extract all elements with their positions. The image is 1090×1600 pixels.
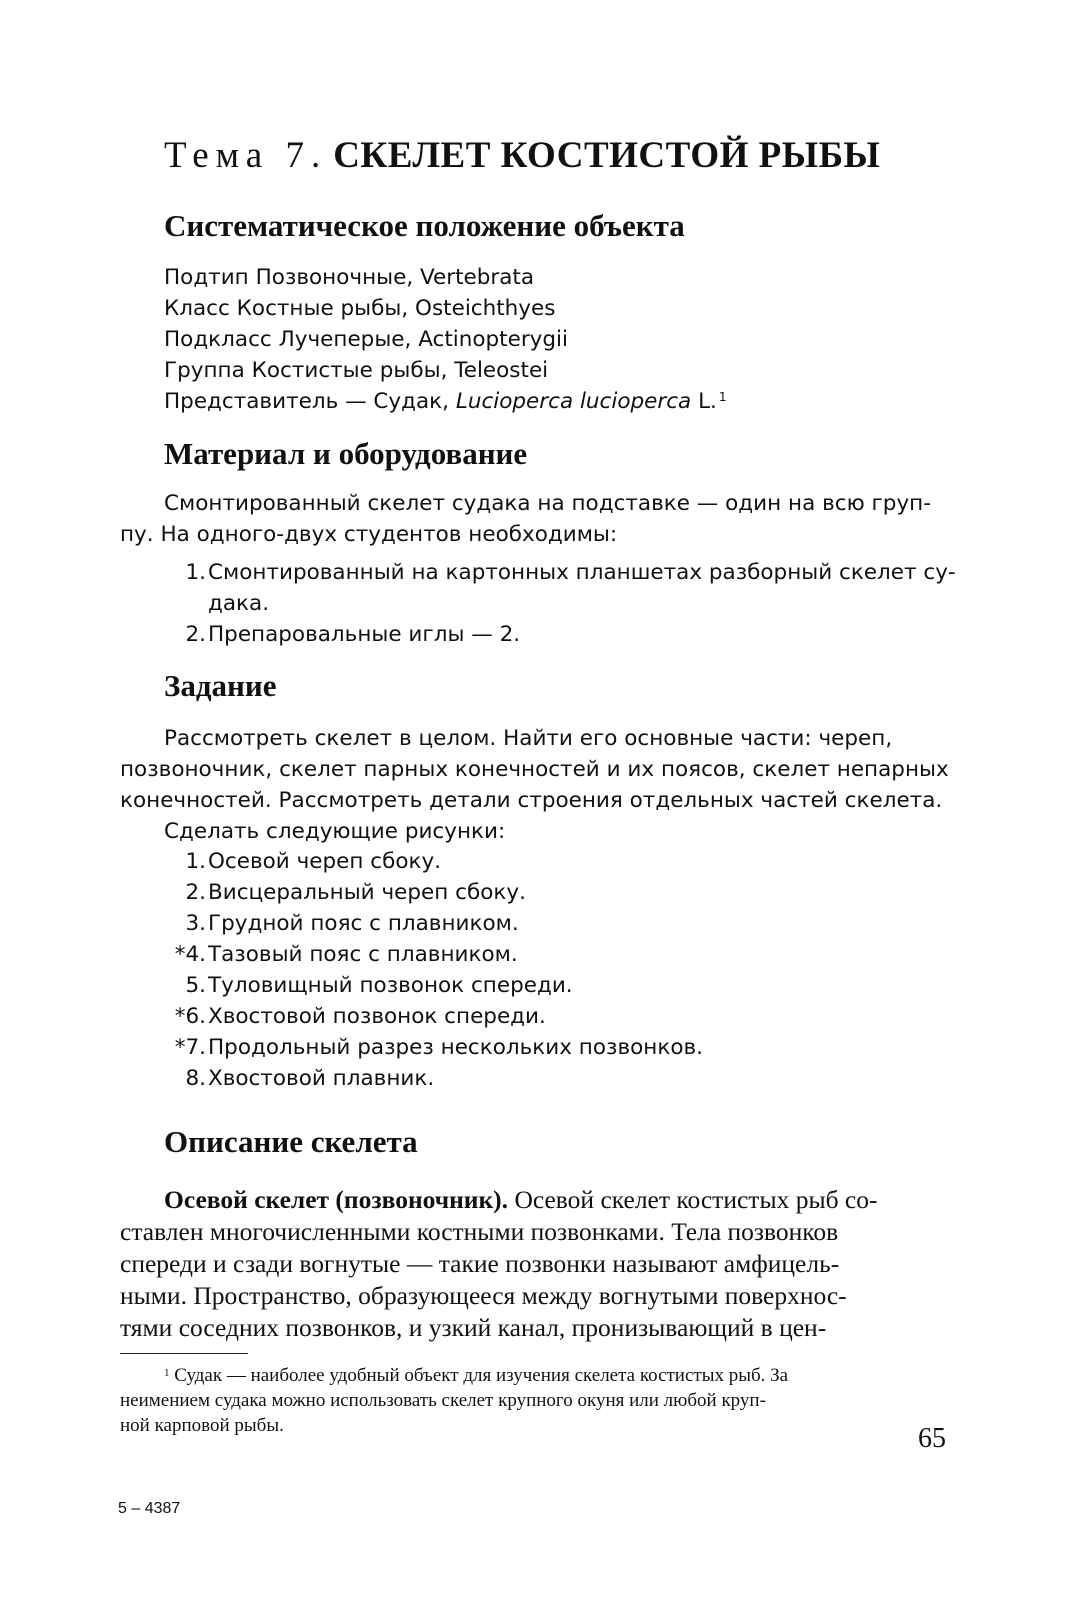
list-item-text: Препаровальные иглы — 2.: [208, 622, 521, 647]
list-item-text: Тазовый пояс с плавником.: [208, 942, 518, 967]
list-item-text: Хвостовой плавник.: [208, 1066, 435, 1091]
topic-heading: [164, 134, 880, 177]
list-item-text: Смонтированный на картонных планшетах разборный скелет су-: [208, 560, 956, 585]
footnote-line: ной карповой рыбы.: [120, 1415, 284, 1436]
systematics-line: Подкласс Лучеперые, Actinopterygii: [164, 327, 568, 352]
materials-paragraph: [120, 488, 948, 550]
topic-label: Тема 7.: [164, 135, 328, 176]
list-item-number: *4.: [174, 942, 206, 967]
list-item: [164, 1001, 954, 1032]
list-item-text: Висцеральный череп сбоку.: [208, 880, 526, 905]
list-item: [164, 557, 954, 588]
list-item: [164, 939, 954, 970]
footnote-line: неимением судака можно использовать скелет крупного окуня или любой круп-: [120, 1390, 766, 1411]
systematics-line: Группа Костистые рыбы, Teleostei: [164, 358, 549, 383]
materials-list: [164, 557, 954, 650]
paragraph-line: Рассмотреть скелет в целом. Найти его основные части: череп,: [164, 726, 893, 751]
footnote-divider: [120, 1353, 248, 1354]
paragraph-line: позвоночник, скелет парных конечностей и их поясов, скелет непарных: [120, 757, 949, 782]
footnote-reference[interactable]: 1: [718, 390, 727, 404]
list-item-number: 2.: [185, 622, 206, 647]
list-item-number: 1.: [185, 849, 206, 874]
list-item-text: Осевой череп сбоку.: [208, 849, 442, 874]
footnote-text: Судак — наиболее удобный объект для изучения скелета костистых рыб. За: [174, 1365, 789, 1386]
bold-lead: Осевой скелет (позвоночник).: [164, 1185, 509, 1214]
list-item: [164, 1063, 954, 1094]
section-heading-materials: Материал и оборудование: [164, 436, 528, 471]
paragraph-line: ставлен многочисленными костными позвонками. Тела позвонков: [120, 1217, 839, 1246]
task-paragraph: [120, 723, 948, 847]
representative-prefix: Представитель — Судак,: [164, 389, 450, 414]
list-item-number: 1.: [185, 560, 206, 585]
list-item: [164, 877, 954, 908]
description-paragraph: [120, 1184, 950, 1344]
systematics-line: Класс Костные рыбы, Osteichthyes: [164, 296, 556, 321]
footnote-mark: 1: [164, 1367, 170, 1379]
list-item: [164, 619, 954, 650]
section-heading-systematics: Систематическое положение объекта: [164, 208, 685, 243]
footnote-line: [120, 1363, 950, 1388]
list-item-number: 2.: [185, 880, 206, 905]
list-item-text: Туловищный позвонок спереди.: [208, 973, 573, 998]
list-item-number: 5.: [185, 973, 206, 998]
footnote: [120, 1363, 950, 1438]
list-item: [164, 1032, 954, 1063]
paragraph-line: [164, 1184, 950, 1216]
representative-line: [164, 386, 727, 417]
list-item-number: *7.: [174, 1035, 206, 1060]
list-item: [164, 908, 954, 939]
drawings-list: [164, 846, 954, 1094]
list-item-text: Продольный разрез нескольких позвонков.: [208, 1035, 703, 1060]
list-item-number: *6.: [174, 1004, 206, 1029]
representative-latin: Lucioperca lucioperca: [455, 389, 692, 414]
systematics-list: [164, 262, 727, 417]
list-item-text: Грудной пояс с плавником.: [208, 911, 519, 936]
section-heading-description: Описание скелета: [164, 1124, 418, 1159]
paragraph-line: ными. Пространство, образующееся между вогнутыми поверхнос-: [120, 1281, 847, 1310]
section-heading-task: Задание: [164, 668, 277, 703]
print-code: 5 – 4387: [118, 1500, 181, 1517]
list-item-number: 3.: [185, 911, 206, 936]
list-item: [164, 970, 954, 1001]
topic-title: СКЕЛЕТ КОСТИСТОЙ РЫБЫ: [333, 135, 881, 176]
paragraph-line: Сделать следующие рисунки:: [164, 819, 506, 844]
page-number: 65: [918, 1423, 946, 1454]
paragraph-line: тями соседних позвонков, и узкий канал, пронизывающий в цен-: [120, 1313, 827, 1342]
list-item-text: Хвостовой позвонок спереди.: [208, 1004, 546, 1029]
systematics-line: Подтип Позвоночные, Vertebrata: [164, 265, 535, 290]
list-item-number: 8.: [185, 1066, 206, 1091]
paragraph-line: спереди и сзади вогнутые — такие позвонки называют амфицель-: [120, 1249, 840, 1278]
paragraph-line: пу. На одного-двух студентов необходимы:: [120, 522, 618, 547]
list-item-continuation: дака.: [208, 591, 270, 616]
paragraph-line: конечностей. Рассмотреть детали строения отдельных частей скелета.: [120, 788, 943, 813]
paragraph-line: Смонтированный скелет судака на подставке — один на всю груп-: [164, 491, 931, 516]
first-line-rest: Осевой скелет костистых рыб со-: [508, 1185, 878, 1214]
list-item: [164, 846, 954, 877]
representative-suffix: L.: [698, 389, 717, 414]
